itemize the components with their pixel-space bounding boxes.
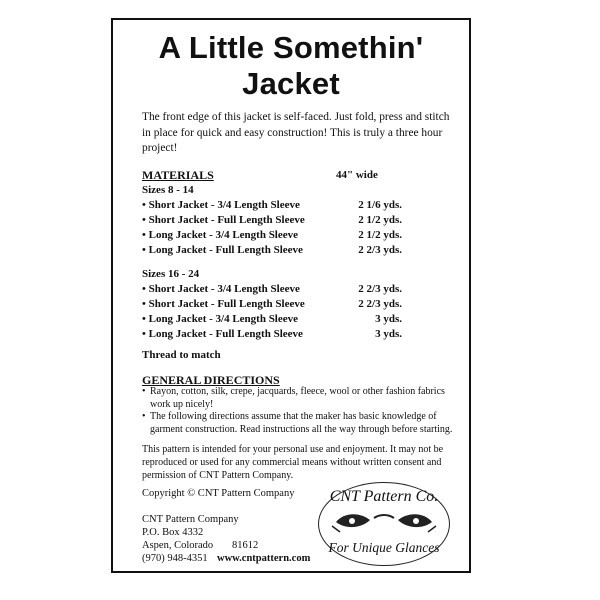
material-row-name: • Long Jacket - 3/4 Length Sleeve xyxy=(142,229,299,241)
material-row-qty: 2 2/3 yds. xyxy=(358,298,402,310)
website-link[interactable]: www.cntpattern.com xyxy=(217,553,311,564)
materials-heading: MATERIALS xyxy=(142,168,214,182)
material-row-qty: 2 2/3 yds. xyxy=(358,283,402,295)
address-po-box: P.O. Box 4332 xyxy=(142,527,204,538)
material-row-qty: 3 yds. xyxy=(375,328,402,340)
address-company: CNT Pattern Company xyxy=(142,514,239,525)
directions-item-text: Rayon, cotton, silk, crepe, jacquards, fleece, wool or other fashion fabrics work up nicely! xyxy=(150,386,445,410)
material-row-name: • Short Jacket - Full Length Sleeve xyxy=(142,214,305,226)
logo-eyes-icon xyxy=(330,506,438,540)
material-row xyxy=(142,213,402,228)
material-row-qty: 2 1/2 yds. xyxy=(358,229,402,241)
material-row xyxy=(142,297,402,312)
material-row xyxy=(142,312,402,327)
material-row-qty: 3 yds. xyxy=(375,313,402,325)
material-row xyxy=(142,198,402,213)
logo-top-text: CNT Pattern Co. xyxy=(329,488,439,505)
copyright-line: Copyright © CNT Pattern Company xyxy=(142,488,295,499)
directions-item xyxy=(142,386,454,411)
material-row-name: • Long Jacket - 3/4 Length Sleeve xyxy=(142,313,299,325)
material-row xyxy=(142,243,402,258)
material-row-qty: 2 1/2 yds. xyxy=(358,214,402,226)
address-phone: (970) 948-4351 xyxy=(142,553,208,564)
material-row-name: • Short Jacket - 3/4 Length Sleeve xyxy=(142,283,300,295)
thread-note: Thread to match xyxy=(142,349,221,361)
directions-item-text: The following directions assume that the maker has basic knowledge of garment construction. Read instructions all the way through before starting. xyxy=(150,411,453,435)
usage-notice: This pattern is intended for your personal use and enjoyment. It may not be reproduced or used for any commercial means without written consent and permission of CNT Pattern Company. xyxy=(142,444,444,481)
directions-heading: GENERAL DIRECTIONS xyxy=(142,373,280,387)
material-row-name: • Long Jacket - Full Length Sleeve xyxy=(142,244,303,256)
size-group-label: Sizes 16 - 24 xyxy=(142,268,200,280)
material-row xyxy=(142,228,402,243)
material-row-qty: 2 1/6 yds. xyxy=(358,199,402,211)
material-row-name: • Short Jacket - Full Length Sleeve xyxy=(142,298,305,310)
intro-paragraph: The front edge of this jacket is self-faced. Just fold, press and stitch in place for quick and easy construction! This is truly a three hour project! xyxy=(142,111,450,154)
title-line-1: A Little Somethin' xyxy=(158,30,424,65)
address-zip: 81612 xyxy=(232,540,259,551)
bullet-icon: • xyxy=(142,411,146,422)
size-group-label: Sizes 8 - 14 xyxy=(142,184,194,196)
material-row-name: • Short Jacket - 3/4 Length Sleeve xyxy=(142,199,300,211)
fabric-width-label: 44" wide xyxy=(336,169,378,181)
bullet-icon: • xyxy=(142,386,146,397)
material-row-qty: 2 2/3 yds. xyxy=(358,244,402,256)
directions-item xyxy=(142,411,454,436)
address-city: Aspen, Colorado xyxy=(142,540,214,551)
logo-bottom-text: For Unique Glances xyxy=(328,540,440,555)
material-row xyxy=(142,282,402,297)
directions-list xyxy=(142,386,454,436)
material-row-name: • Long Jacket - Full Length Sleeve xyxy=(142,328,303,340)
material-row xyxy=(142,327,402,342)
title-line-2: Jacket xyxy=(242,66,340,101)
